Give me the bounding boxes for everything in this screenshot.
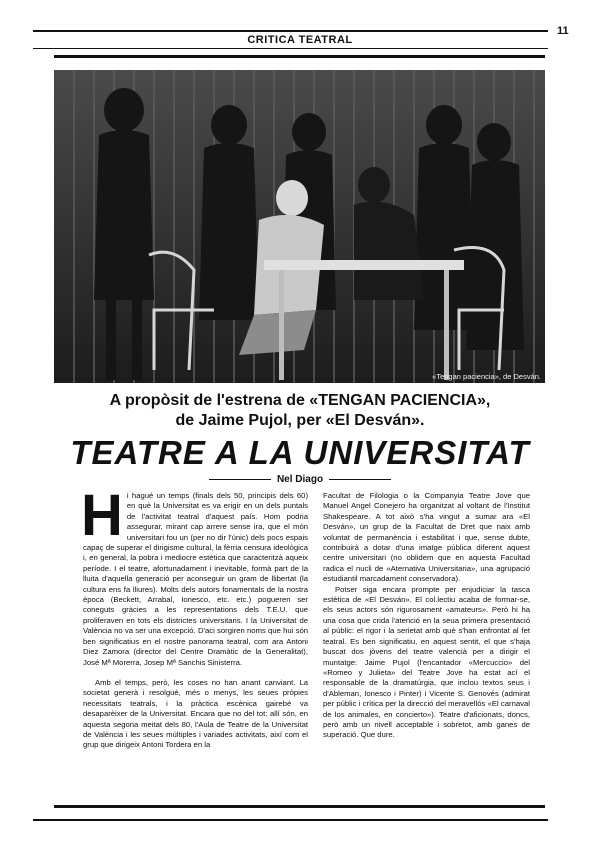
column-right xyxy=(323,491,530,741)
paragraph: i hagué un temps (finals dels 50, principis dels 60) en què la Universitat es va erigir en un dels puntals de l'activitat teatral d'aquest país. Hom podria assegurar, mirant cap arrere sense ira, que el món universitari fou un (per no dir l'únic) dels pocs espais capaç de superar el dirigisme cultural, la fèrria censura ideològica i, en general, la pobra i mediocre estètica que caracteritzà aqueix període. I el teatre, afortunadament i inevitable, formà part de la lluita d'aquella generació per aconseguir un gram de llibertat (la cultura ens fa lliures). Molts dels autors fonamentals de la nostra època (Beckett, Arrabal, Ionesco, etc. etc.) pogueren ser coneguts gràcies a les representations dels T.E.U. que proliferaven en tots els districtes universitaris. I la Universitat de València no va ser una excepció. D'aci sorgiren noms que hui són ben significatius en el nostre panorama teatral, com ara Antoni Diez Zamora (director del Centre Dramàtic de la Generalitat), José Mª Morerra, Josep Mª Sanchis Sinisterra. xyxy=(83,491,308,667)
article-photo xyxy=(54,70,545,383)
photo-caption: «Tengan paciencia», de Desván. xyxy=(432,372,541,381)
paragraph: Amb el temps, però, les coses no han anant canviant. La societat generà i resolgué, més o menys, les seues pròpies necessitats teatrals, i la pràctica escènica gairebé va desaparèixer de la Universitat. Encara que no del tot: allí són, en aquesta segona meitat dels 80, l'Aula de Teatre de la Universitat de València i les seues múltiples i variades activitats, així com el grup que dirigeix Antoni Tordera en la xyxy=(83,677,308,750)
drop-cap: H xyxy=(81,483,123,548)
subtitle-line-1: A propòsit de l'estrena de «TENGAN PACIENCIA», xyxy=(109,392,491,409)
header-rule-thick xyxy=(54,55,545,58)
author-name: Nel Diago xyxy=(276,474,324,485)
subtitle-line-2: de Jaime Pujol, per «El Desván». xyxy=(175,412,425,429)
header-rule-bottom xyxy=(33,48,548,49)
photo-illustration xyxy=(54,70,545,383)
byline-dash-right xyxy=(329,479,391,480)
header-rule-top xyxy=(33,30,548,32)
column-left xyxy=(81,483,308,751)
footer-rule-thin xyxy=(33,819,548,821)
article-headline: TEATRE A LA UNIVERSITAT xyxy=(70,434,530,471)
section-title: CRITICA TEATRAL xyxy=(247,34,353,46)
page-number: 11 xyxy=(557,25,569,37)
article-subtitle xyxy=(40,391,560,431)
paragraph: Potser siga encara prompte per enjudiciar la tasca estètica de «El Desván». El col.lectiu acaba de formar-se, els seus actors són rigurosament «amateurs». Però hi ha una cosa que crida l'atenció en la seua primera presentació al públic: el rigor i la serietat amb què s'han enfrontat al fet teatral. Es ben significatiu, en aquest sentit, el que s'haja buscat dos jòvens del teatre valencià per a dirigir el muntatge: Jaime Pujol (l'encantador «Mercuccio» del «Romeo y Julieta» del Teatre Jove ha estat ací el responsable de la dramatúrgia, que inclou textos seus i d'Ableman, Ionesco i Pinter) i Vicente S. Genovés (admirat per públic i crítica per la direcció del meravellós «El carnaval de los animales, en concierto»). Teatre d'aficionats, doncs, però amb un nivell acceptable i sobretot, amb ganes de superació. Que dure. xyxy=(323,584,530,740)
byline-dash-left xyxy=(209,479,271,480)
paragraph: Facultat de Filologia o la Companyia Teatre Jove que Manuel Angel Conejero ha organitzat al voltant de l'Institut Shakespeare. A tot això s'ha vingut a sumar ara «El Desván», un grup de la Facultat de Dret que naix amb voluntat de permanència i estabilitat i que, sense dubte, contribuirà a dotar d'una imatge pública diferent aquest centre universitari (no oblidem que en aquesta Facultad radica el nucli de «Aternativa Universitaria», una agrupació estudiantil marcadament conservadora). xyxy=(323,491,530,584)
footer-rule-thick xyxy=(54,805,545,808)
